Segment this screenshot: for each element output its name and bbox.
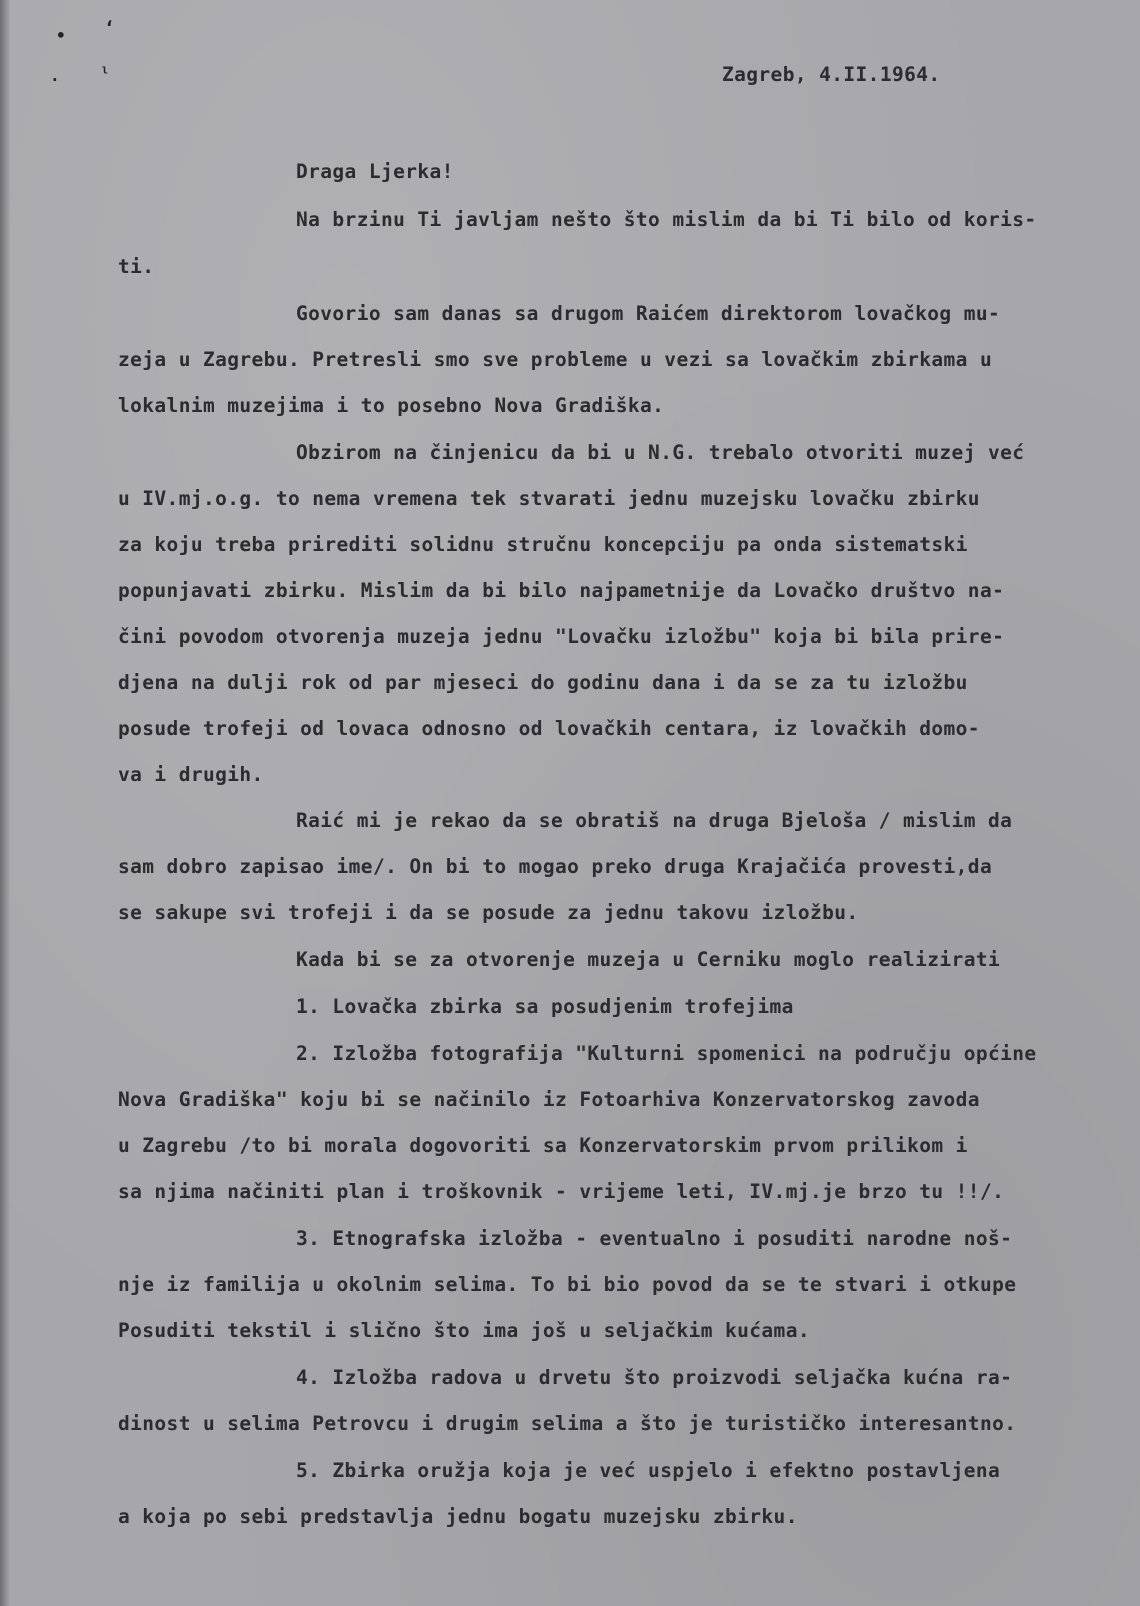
margin-mark: · (50, 70, 60, 89)
list-item: 2. Izložba fotografija "Kulturni spomenici na području općine (296, 1042, 1037, 1065)
text-line: ti. (118, 255, 155, 278)
text-line: sa njima načiniti plan i troškovnik - vrijeme leti, IV.mj.je brzo tu !!/. (118, 1180, 1005, 1203)
text-line: se sakupe svi trofeji i da se posude za jednu takovu izložbu. (118, 901, 859, 924)
text-line: Posuditi tekstil i slično što ima još u seljačkim kućama. (118, 1319, 810, 1342)
letter-date: Zagreb, 4.II.1964. (722, 63, 941, 86)
page-edge-shadow (0, 0, 10, 1606)
salutation: Draga Ljerka! (296, 160, 454, 183)
text-line: sam dobro zapisao ime/. On bi to mogao preko druga Krajačića provesti,da (118, 855, 993, 878)
text-line: za koju treba prirediti solidnu stručnu koncepciju pa onda sistematski (118, 533, 968, 556)
text-line: u Zagrebu /to bi morala dogovoriti sa Konzervatorskim prvom prilikom i (118, 1134, 968, 1157)
margin-mark: • (56, 26, 66, 45)
text-line: Raić mi je rekao da se obratiš na druga Bjeloša / mislim da (296, 809, 1013, 832)
text-line: Nova Gradiška" koju bi se načinilo iz Fotoarhiva Konzervatorskog zavoda (118, 1088, 980, 1111)
list-item: 4. Izložba radova u drvetu što proizvodi seljačka kućna ra- (296, 1366, 1013, 1389)
list-item: 3. Etnografska izložba - eventualno i posuditi narodne noš- (296, 1227, 1013, 1250)
text-line: nje iz familija u okolnim selima. To bi bio povod da se te stvari i otkupe (118, 1273, 1017, 1296)
text-line: dinost u selima Petrovcu i drugim selima a što je turističko interesantno. (118, 1412, 1017, 1435)
margin-mark: ˡ (100, 64, 110, 83)
text-line: posude trofeji od lovaca odnosno od lovačkih centara, iz lovačkih domo- (118, 717, 980, 740)
text-line: djena na dulji rok od par mjeseci do godinu dana i da se za tu izložbu (118, 671, 968, 694)
text-line: čini povodom otvorenja muzeja jednu "Lovačku izložbu" koja bi bila prire- (118, 625, 1005, 648)
text-line: u IV.mj.o.g. to nema vremena tek stvarati jednu muzejsku lovačku zbirku (118, 487, 980, 510)
list-item: 5. Zbirka oružja koja je već uspjelo i efektno postavljena (296, 1459, 1001, 1482)
text-line: Kada bi se za otvorenje muzeja u Cerniku moglo realizirati (296, 948, 1001, 971)
text-line: va i drugih. (118, 763, 264, 786)
text-line: a koja po sebi predstavlja jednu bogatu muzejsku zbirku. (118, 1505, 798, 1528)
text-line: Na brzinu Ti javljam nešto što mislim da bi Ti bilo od koris- (296, 208, 1037, 231)
text-line: Obzirom na činjenicu da bi u N.G. trebalo otvoriti muzej već (296, 441, 1025, 464)
text-line: zeja u Zagrebu. Pretresli smo sve probleme u vezi sa lovačkim zbirkama u (118, 348, 993, 371)
margin-mark: ʻ (104, 18, 115, 39)
text-line: popunjavati zbirku. Mislim da bi bilo najpametnije da Lovačko društvo na- (118, 579, 1005, 602)
text-line: lokalnim muzejima i to posebno Nova Gradiška. (118, 394, 665, 417)
list-item: 1. Lovačka zbirka sa posudjenim trofejima (296, 995, 794, 1018)
text-line: Govorio sam danas sa drugom Raićem direktorom lovačkog mu- (296, 302, 1001, 325)
